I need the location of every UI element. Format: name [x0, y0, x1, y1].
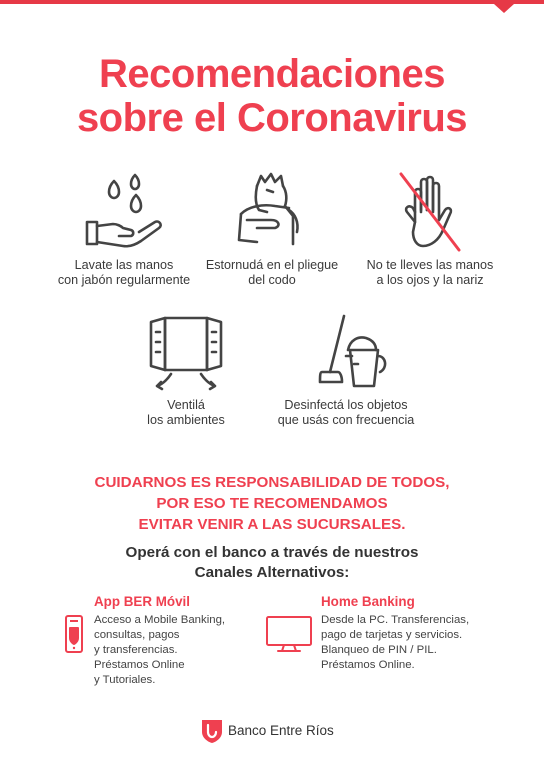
channel-description: [321, 613, 469, 673]
recommendation-text-line: que usás con frecuencia: [277, 413, 415, 427]
channel-description-line: pago de tarjetas y servicios.: [321, 629, 463, 641]
recommendation-wash-hands: [40, 170, 208, 288]
channel-description-line: y Tutoriales.: [94, 674, 156, 686]
computer-monitor-icon: [264, 614, 314, 654]
mobile-phone-icon: [60, 614, 88, 656]
recommendation-text-line: Ventilá: [167, 398, 205, 412]
bank-logo-icon: [200, 718, 224, 744]
channel-name: Home Banking: [321, 594, 415, 609]
recommendation-text-line: Estornudá en el pliegue: [205, 258, 339, 272]
recommendation-disinfect: [262, 310, 430, 428]
page-title: [0, 52, 544, 140]
recommendation-ventilate: [110, 312, 262, 428]
mop-bucket-icon: [298, 310, 394, 394]
channel-home-banking: [264, 594, 504, 694]
recommendation-text-line: No te lleves las manos: [366, 258, 494, 272]
recommendation-no-touch-face: [350, 170, 510, 288]
hand-wash-icon: [79, 170, 169, 254]
channel-description-line: Préstamos Online: [94, 659, 185, 671]
footer: [0, 718, 544, 744]
responsibility-slogan: [0, 472, 544, 535]
no-touch-face-icon: [385, 170, 475, 254]
channel-description-line: consultas, pagos: [94, 629, 180, 641]
channels-heading-line: Operá con el banco a través de nuestros: [125, 544, 419, 561]
recommendation-text-line: con jabón regularmente: [57, 273, 191, 287]
slogan-line: POR ESO TE RECOMENDAMOS: [156, 495, 388, 512]
slogan-line: EVITAR VENIR A LAS SUCURSALES.: [138, 516, 406, 533]
channel-name: App BER Móvil: [94, 594, 190, 609]
top-accent-bar: [0, 0, 544, 4]
channel-description-line: Blanqueo de PIN / PIL.: [321, 644, 437, 656]
window-ventilate-icon: [141, 312, 231, 394]
recommendation-text-line: los ambientes: [147, 413, 225, 427]
recommendation-text-line: del codo: [248, 273, 296, 287]
channel-description: [94, 613, 225, 688]
top-accent-notch: [494, 4, 514, 13]
recommendation-text-line: Desinfectá los objetos: [284, 398, 408, 412]
sneeze-elbow-icon: [227, 170, 317, 254]
channel-app-ber-movil: [60, 594, 280, 694]
recommendation-text-line: Lavate las manos: [74, 258, 174, 272]
channels-heading-line: Canales Alternativos:: [194, 564, 350, 581]
page-title-line2: sobre el Coronavirus: [76, 96, 468, 140]
channels-heading: [0, 543, 544, 583]
channel-description-line: Acceso a Mobile Banking,: [94, 614, 226, 626]
recommendation-sneeze-elbow: [192, 170, 352, 288]
page-title-line1: Recomendaciones: [99, 52, 445, 96]
bank-name: Banco Entre Ríos: [228, 723, 334, 738]
channel-description-line: Préstamos Online.: [321, 659, 415, 671]
channel-description-line: Desde la PC. Transferencias,: [321, 614, 470, 626]
channel-description-line: y transferencias.: [94, 644, 178, 656]
recommendation-text-line: a los ojos y la nariz: [376, 273, 484, 287]
slogan-line: CUIDARNOS ES RESPONSABILIDAD DE TODOS,: [94, 474, 450, 491]
